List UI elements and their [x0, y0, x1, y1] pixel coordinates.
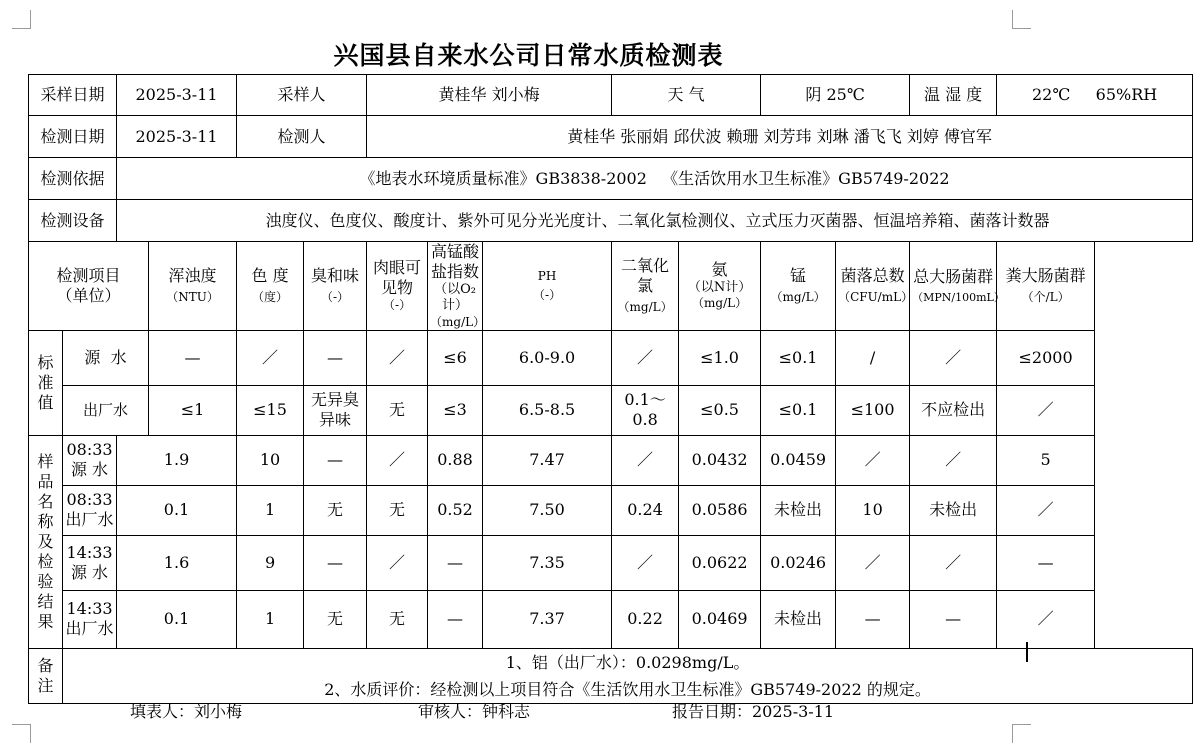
- tester-label: 检测人: [237, 116, 367, 158]
- result-cell[interactable]: ／: [367, 535, 428, 590]
- column-header: [612, 242, 679, 331]
- notes-label: 备注: [29, 648, 63, 703]
- result-cell[interactable]: 0.0432: [679, 435, 761, 485]
- water-type: 出厂水: [63, 385, 149, 435]
- column-name: 臭和味: [311, 266, 360, 286]
- standard-cell[interactable]: ／: [237, 330, 304, 385]
- standard-cell[interactable]: 无: [367, 385, 428, 435]
- basis-value[interactable]: 《地表水环境质量标准》GB3838-2002 《生活饮用水卫生标准》GB5749-2022: [117, 158, 1193, 200]
- result-row: [29, 590, 1193, 648]
- column-name: 锰: [790, 266, 807, 286]
- result-cell[interactable]: 0.0459: [761, 435, 836, 485]
- column-header: [679, 242, 761, 331]
- sample-time: 08:33: [66, 490, 113, 509]
- column-name-line2: （以N计）: [687, 280, 752, 296]
- result-cell[interactable]: 10: [836, 485, 910, 535]
- sampler-label: 采样人: [237, 75, 367, 116]
- standard-cell[interactable]: ≤6: [428, 330, 483, 385]
- sampler-value[interactable]: 黄桂华 刘小梅: [367, 75, 612, 116]
- result-cell[interactable]: 9: [237, 535, 304, 590]
- column-unit: （MPN/100mL）: [912, 290, 1005, 304]
- filler[interactable]: 填表人：刘小梅: [130, 702, 243, 721]
- item-header-unit: （单位）: [56, 285, 121, 305]
- result-cell[interactable]: 0.0622: [679, 535, 761, 590]
- column-header: [149, 242, 237, 331]
- column-header: [836, 242, 914, 331]
- notes-content[interactable]: [63, 648, 1193, 703]
- sample-time: 14:33: [66, 599, 113, 618]
- result-cell[interactable]: 0.0246: [761, 535, 836, 590]
- standard-cell[interactable]: 不应检出: [910, 385, 997, 435]
- sample-date-value[interactable]: 2025-3-11: [117, 75, 237, 116]
- result-cell[interactable]: 0.0586: [679, 485, 761, 535]
- result-cell[interactable]: —: [428, 590, 483, 648]
- column-name: 总大肠菌群: [913, 266, 994, 286]
- standard-cell[interactable]: 0.1～0.8: [612, 385, 679, 435]
- standard-cell[interactable]: ≤0.1: [761, 385, 836, 435]
- column-name-line2: （以O₂计）: [434, 282, 476, 314]
- result-cell[interactable]: 1.6: [117, 535, 237, 590]
- result-cell[interactable]: 未检出: [761, 485, 836, 535]
- column-header: [997, 242, 1095, 331]
- sample-time: 14:33: [66, 542, 113, 562]
- item-header: [29, 242, 149, 331]
- tester-value[interactable]: 黄桂华 张丽娟 邱伏波 赖珊 刘芳玮 刘琳 潘飞飞 刘婷 傅官军: [367, 116, 1193, 158]
- result-cell[interactable]: ／: [367, 435, 428, 485]
- temp-humidity-value[interactable]: 22℃ 65%RH: [997, 75, 1193, 116]
- result-cell[interactable]: ／: [910, 435, 997, 485]
- water-type: 源 水: [63, 330, 149, 385]
- page-corner-mark: [1012, 10, 1031, 29]
- standard-cell[interactable]: 无异臭异味: [304, 385, 367, 435]
- sample-time-type: [63, 435, 117, 485]
- result-cell[interactable]: 未检出: [761, 590, 836, 648]
- result-cell[interactable]: —: [428, 535, 483, 590]
- standard-cell[interactable]: ≤1: [149, 385, 237, 435]
- page-corner-mark: [12, 724, 31, 743]
- result-cell[interactable]: 7.50: [483, 485, 612, 535]
- standard-cell[interactable]: —: [149, 330, 237, 385]
- result-cell[interactable]: ／: [997, 590, 1095, 648]
- note-line: 1、铝（出厂水）：0.0298mg/L。: [505, 652, 750, 672]
- sample-type: 源 水: [70, 562, 109, 582]
- result-cell[interactable]: ／: [836, 535, 910, 590]
- result-cell[interactable]: 1.9: [117, 435, 237, 485]
- sample-type: 出厂水: [65, 510, 114, 529]
- column-unit: （NTU）: [166, 290, 219, 305]
- test-date-label: 检测日期: [29, 116, 117, 158]
- basis-label: 检测依据: [29, 158, 117, 200]
- result-cell[interactable]: 未检出: [910, 485, 997, 535]
- result-cell[interactable]: 无: [367, 485, 428, 535]
- result-cell[interactable]: ／: [910, 535, 997, 590]
- column-header: [237, 242, 304, 331]
- column-name: 色 度: [251, 266, 289, 286]
- result-row: [29, 435, 1193, 485]
- column-header-row: [29, 242, 1193, 331]
- sample-time-type: [63, 590, 117, 648]
- result-cell[interactable]: 5: [997, 435, 1095, 485]
- result-cell[interactable]: 0.1: [117, 590, 237, 648]
- standard-cell[interactable]: /: [836, 330, 910, 385]
- column-name: 粪大肠菌群: [1005, 266, 1086, 286]
- water-quality-table: [28, 74, 1193, 704]
- document-title[interactable]: 兴国县自来水公司日常水质检测表: [333, 41, 724, 70]
- sampling-info-row: [29, 75, 1193, 116]
- column-header: [910, 242, 1005, 331]
- standard-cell[interactable]: ≤0.5: [679, 385, 761, 435]
- result-cell[interactable]: 1: [237, 590, 304, 648]
- text-cursor: [1026, 642, 1028, 662]
- column-unit: （-）: [321, 290, 350, 305]
- column-unit: （mg/L）: [770, 290, 826, 305]
- result-cell[interactable]: ／: [997, 485, 1095, 535]
- standard-cell[interactable]: ≤0.1: [761, 330, 836, 385]
- result-cell[interactable]: ／: [612, 435, 679, 485]
- result-cell[interactable]: ／: [612, 535, 679, 590]
- column-unit: （mg/L）: [430, 314, 486, 329]
- standard-cell[interactable]: ／: [997, 385, 1095, 435]
- standard-cell[interactable]: ／: [910, 330, 997, 385]
- result-cell[interactable]: 0.24: [612, 485, 679, 535]
- standard-cell[interactable]: ≤15: [237, 385, 304, 435]
- column-header: [761, 242, 836, 331]
- page-corner-mark: [12, 10, 31, 29]
- result-cell[interactable]: —: [997, 535, 1095, 590]
- sample-time: 08:33: [66, 440, 113, 459]
- weather-label: 天 气: [612, 75, 761, 116]
- standard-cell[interactable]: ≤2000: [997, 330, 1095, 385]
- column-header: [367, 242, 428, 331]
- standard-cell[interactable]: ≤3: [428, 385, 483, 435]
- test-date-value[interactable]: 2025-3-11: [117, 116, 237, 158]
- standard-cell[interactable]: 6.5-8.5: [483, 385, 612, 435]
- result-cell[interactable]: ／: [836, 435, 910, 485]
- result-cell[interactable]: 1: [237, 485, 304, 535]
- standard-cell[interactable]: —: [304, 330, 367, 385]
- sample-type: 源 水: [70, 460, 109, 479]
- report-date[interactable]: 报告日期：2025-3-11: [672, 702, 835, 721]
- result-cell[interactable]: 0.88: [428, 435, 483, 485]
- standard-cell[interactable]: ／: [367, 330, 428, 385]
- result-row: [29, 535, 1193, 590]
- standard-cell[interactable]: 6.0-9.0: [483, 330, 612, 385]
- item-header-label: 检测项目: [56, 265, 121, 285]
- result-cell[interactable]: 0.0469: [679, 590, 761, 648]
- temp-humidity-label: 温 湿 度: [910, 75, 997, 116]
- equipment-label: 检测设备: [29, 200, 117, 242]
- basis-row: [29, 158, 1193, 200]
- column-name: 高锰酸盐指数: [431, 242, 480, 281]
- result-cell[interactable]: 0.1: [117, 485, 237, 535]
- page-corner-mark: [1012, 724, 1031, 743]
- results-label: 样品名称及检验结果: [29, 435, 63, 648]
- column-header: [483, 242, 612, 331]
- standard-cell[interactable]: ≤1.0: [679, 330, 761, 385]
- result-cell[interactable]: —: [910, 590, 997, 648]
- sample-time-type: [63, 485, 117, 535]
- standard-row-outlet: [29, 385, 1193, 435]
- column-name: 二氧化氯: [621, 256, 670, 296]
- notes-row: [29, 648, 1193, 703]
- result-cell[interactable]: 无: [304, 590, 367, 648]
- testing-info-row: [29, 116, 1193, 158]
- result-cell[interactable]: 无: [367, 590, 428, 648]
- result-cell[interactable]: 7.47: [483, 435, 612, 485]
- column-name-line2: 见物: [381, 278, 414, 298]
- sample-date-label: 采样日期: [29, 75, 117, 116]
- sample-time-type: [63, 535, 117, 590]
- column-unit: （CFU/mL）: [838, 290, 914, 305]
- result-cell[interactable]: 7.37: [483, 590, 612, 648]
- equipment-value[interactable]: 浊度仪、色度仪、酸度计、紫外可见分光光度计、二氧化氯检测仪、立式压力灭菌器、恒温培养箱、菌落计数器: [117, 200, 1193, 242]
- column-unit: （-）: [383, 298, 412, 313]
- note-line: 2、水质评价：经检测以上项目符合《生活饮用水卫生标准》GB5749-2022 的规定。: [324, 679, 931, 699]
- column-name: PH: [537, 268, 557, 283]
- column-unit: （mg/L）: [692, 296, 748, 311]
- result-cell[interactable]: 0.52: [428, 485, 483, 535]
- column-header: [428, 242, 486, 331]
- equipment-row: [29, 200, 1193, 242]
- standard-cell[interactable]: ／: [612, 330, 679, 385]
- column-unit: （个/L）: [1021, 290, 1070, 305]
- result-cell[interactable]: 0.22: [612, 590, 679, 648]
- standard-cell[interactable]: ≤100: [836, 385, 910, 435]
- result-row: [29, 485, 1193, 535]
- result-cell[interactable]: 7.35: [483, 535, 612, 590]
- column-header: [304, 242, 367, 331]
- column-name: 肉眼可: [373, 258, 422, 278]
- result-cell[interactable]: 无: [304, 485, 367, 535]
- column-name: 菌落总数: [840, 266, 905, 286]
- column-unit: （-）: [533, 287, 562, 302]
- result-cell[interactable]: —: [304, 535, 367, 590]
- reviewer[interactable]: 审核人：钟科志: [418, 702, 531, 721]
- sample-type: 出厂水: [65, 619, 114, 638]
- column-unit: （度）: [252, 290, 289, 305]
- result-cell[interactable]: —: [304, 435, 367, 485]
- column-name: 氨: [711, 260, 728, 280]
- column-unit: （mg/L）: [617, 300, 673, 315]
- result-cell[interactable]: 10: [237, 435, 304, 485]
- standard-label: 标准值: [29, 330, 63, 435]
- result-cell[interactable]: —: [836, 590, 910, 648]
- weather-value[interactable]: 阴 25℃: [761, 75, 910, 116]
- column-name: 浑浊度: [168, 266, 217, 286]
- standard-row-source: [29, 330, 1193, 385]
